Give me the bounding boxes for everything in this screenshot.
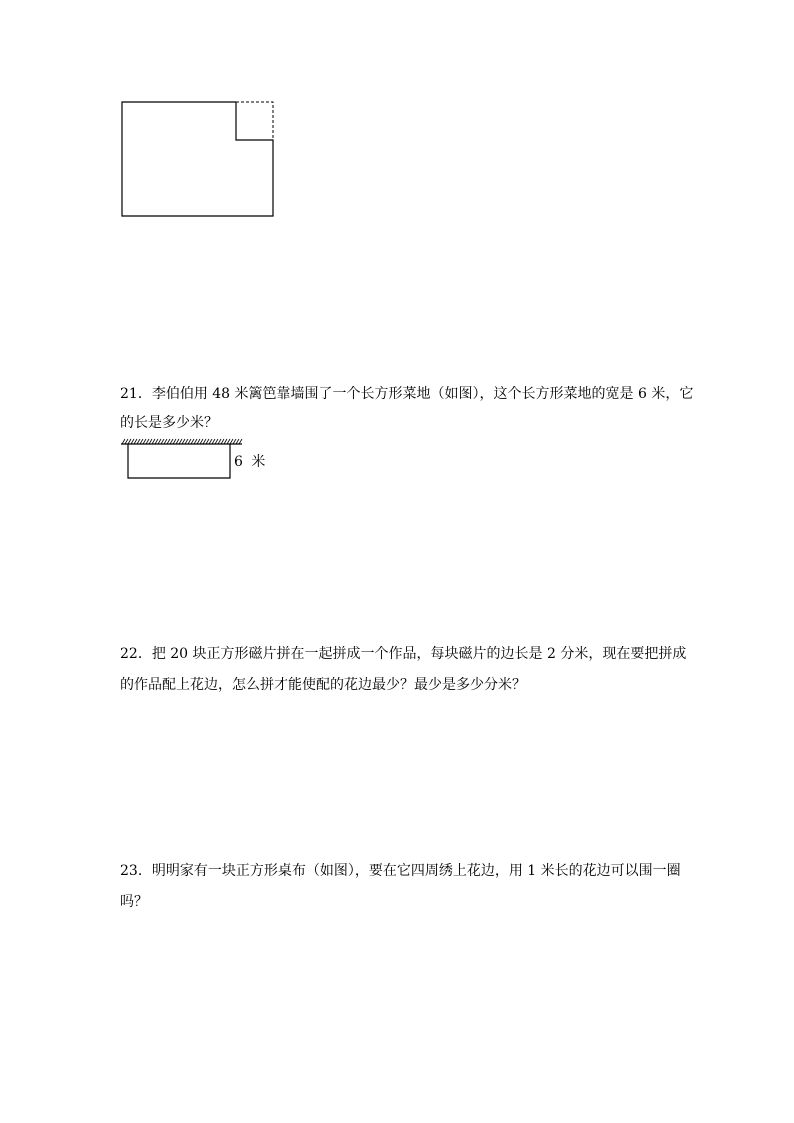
wall-hatch-mark xyxy=(194,439,197,444)
wall-hatch-mark xyxy=(143,439,146,444)
wall-hatch-mark xyxy=(152,439,155,444)
wall-hatch-mark xyxy=(191,439,194,444)
wall-hatch-mark xyxy=(131,439,134,444)
wall-hatch-mark xyxy=(185,439,188,444)
wall-hatch-mark xyxy=(140,439,143,444)
wall-hatch-mark xyxy=(149,439,152,444)
question-23-text-line-2: 吗？ xyxy=(120,894,148,910)
wall-hatch-mark xyxy=(200,439,203,444)
wall-hatch-mark xyxy=(164,439,167,444)
question-21-text-line-1: 21．李伯伯用 48 米篱笆靠墙围了一个长方形菜地（如图），这个长方形菜地的宽是 6 米，它 xyxy=(120,386,694,402)
wall-hatch-mark xyxy=(167,439,170,444)
wall-hatch-mark xyxy=(182,439,185,444)
wall-hatch-mark xyxy=(212,439,215,444)
wall-hatch-mark xyxy=(227,439,230,444)
wall-hatch-mark xyxy=(122,439,125,444)
wall-hatch-mark xyxy=(173,439,176,444)
wall-hatch-mark xyxy=(233,439,236,444)
question-21-text-line-2: 的长是多少米？ xyxy=(120,415,218,431)
wall-hatch-mark xyxy=(128,439,131,444)
wall-hatch-mark xyxy=(230,439,233,444)
wall-hatch-mark xyxy=(203,439,206,444)
wall-hatch-mark xyxy=(137,439,140,444)
wall-vegetable-plot-figure xyxy=(118,436,248,482)
width-label: 6 米 xyxy=(234,454,268,470)
wall-hatch-mark xyxy=(197,439,200,444)
removed-corner-dashed-outline xyxy=(236,102,273,140)
wall-hatch-mark xyxy=(155,439,158,444)
wall-hatch-mark xyxy=(158,439,161,444)
wall-hatch-mark xyxy=(176,439,179,444)
cut-corner-rectangle-figure xyxy=(118,98,278,220)
figure-outline xyxy=(122,102,273,216)
fence-rectangle xyxy=(128,444,230,478)
wall-hatch-mark xyxy=(146,439,149,444)
wall-hatch-mark xyxy=(209,439,212,444)
wall-hatch-mark xyxy=(179,439,182,444)
wall-hatch-mark xyxy=(134,439,137,444)
wall-hatch-mark xyxy=(125,439,128,444)
wall-hatch-mark xyxy=(224,439,227,444)
question-22-text-line-1: 22．把 20 块正方形磁片拼在一起拼成一个作品，每块磁片的边长是 2 分米，现在要把拼成 xyxy=(120,646,687,662)
wall-hatch-mark xyxy=(239,439,242,444)
question-22-text-line-2: 的作品配上花边，怎么拼才能使配的花边最少？最少是多少分米？ xyxy=(120,677,526,693)
wall-hatch-mark xyxy=(218,439,221,444)
wall-hatch-mark xyxy=(188,439,191,444)
question-23-text-line-1: 23．明明家有一块正方形桌布（如图），要在它四周绣上花边，用 1 米长的花边可以围一圈 xyxy=(120,863,681,879)
wall-hatch-mark xyxy=(170,439,173,444)
wall-hatch-mark xyxy=(206,439,209,444)
wall-hatch-mark xyxy=(215,439,218,444)
wall-hatch-mark xyxy=(236,439,239,444)
wall-hatch-mark xyxy=(161,439,164,444)
wall-hatching xyxy=(122,439,242,444)
wall-hatch-mark xyxy=(221,439,224,444)
